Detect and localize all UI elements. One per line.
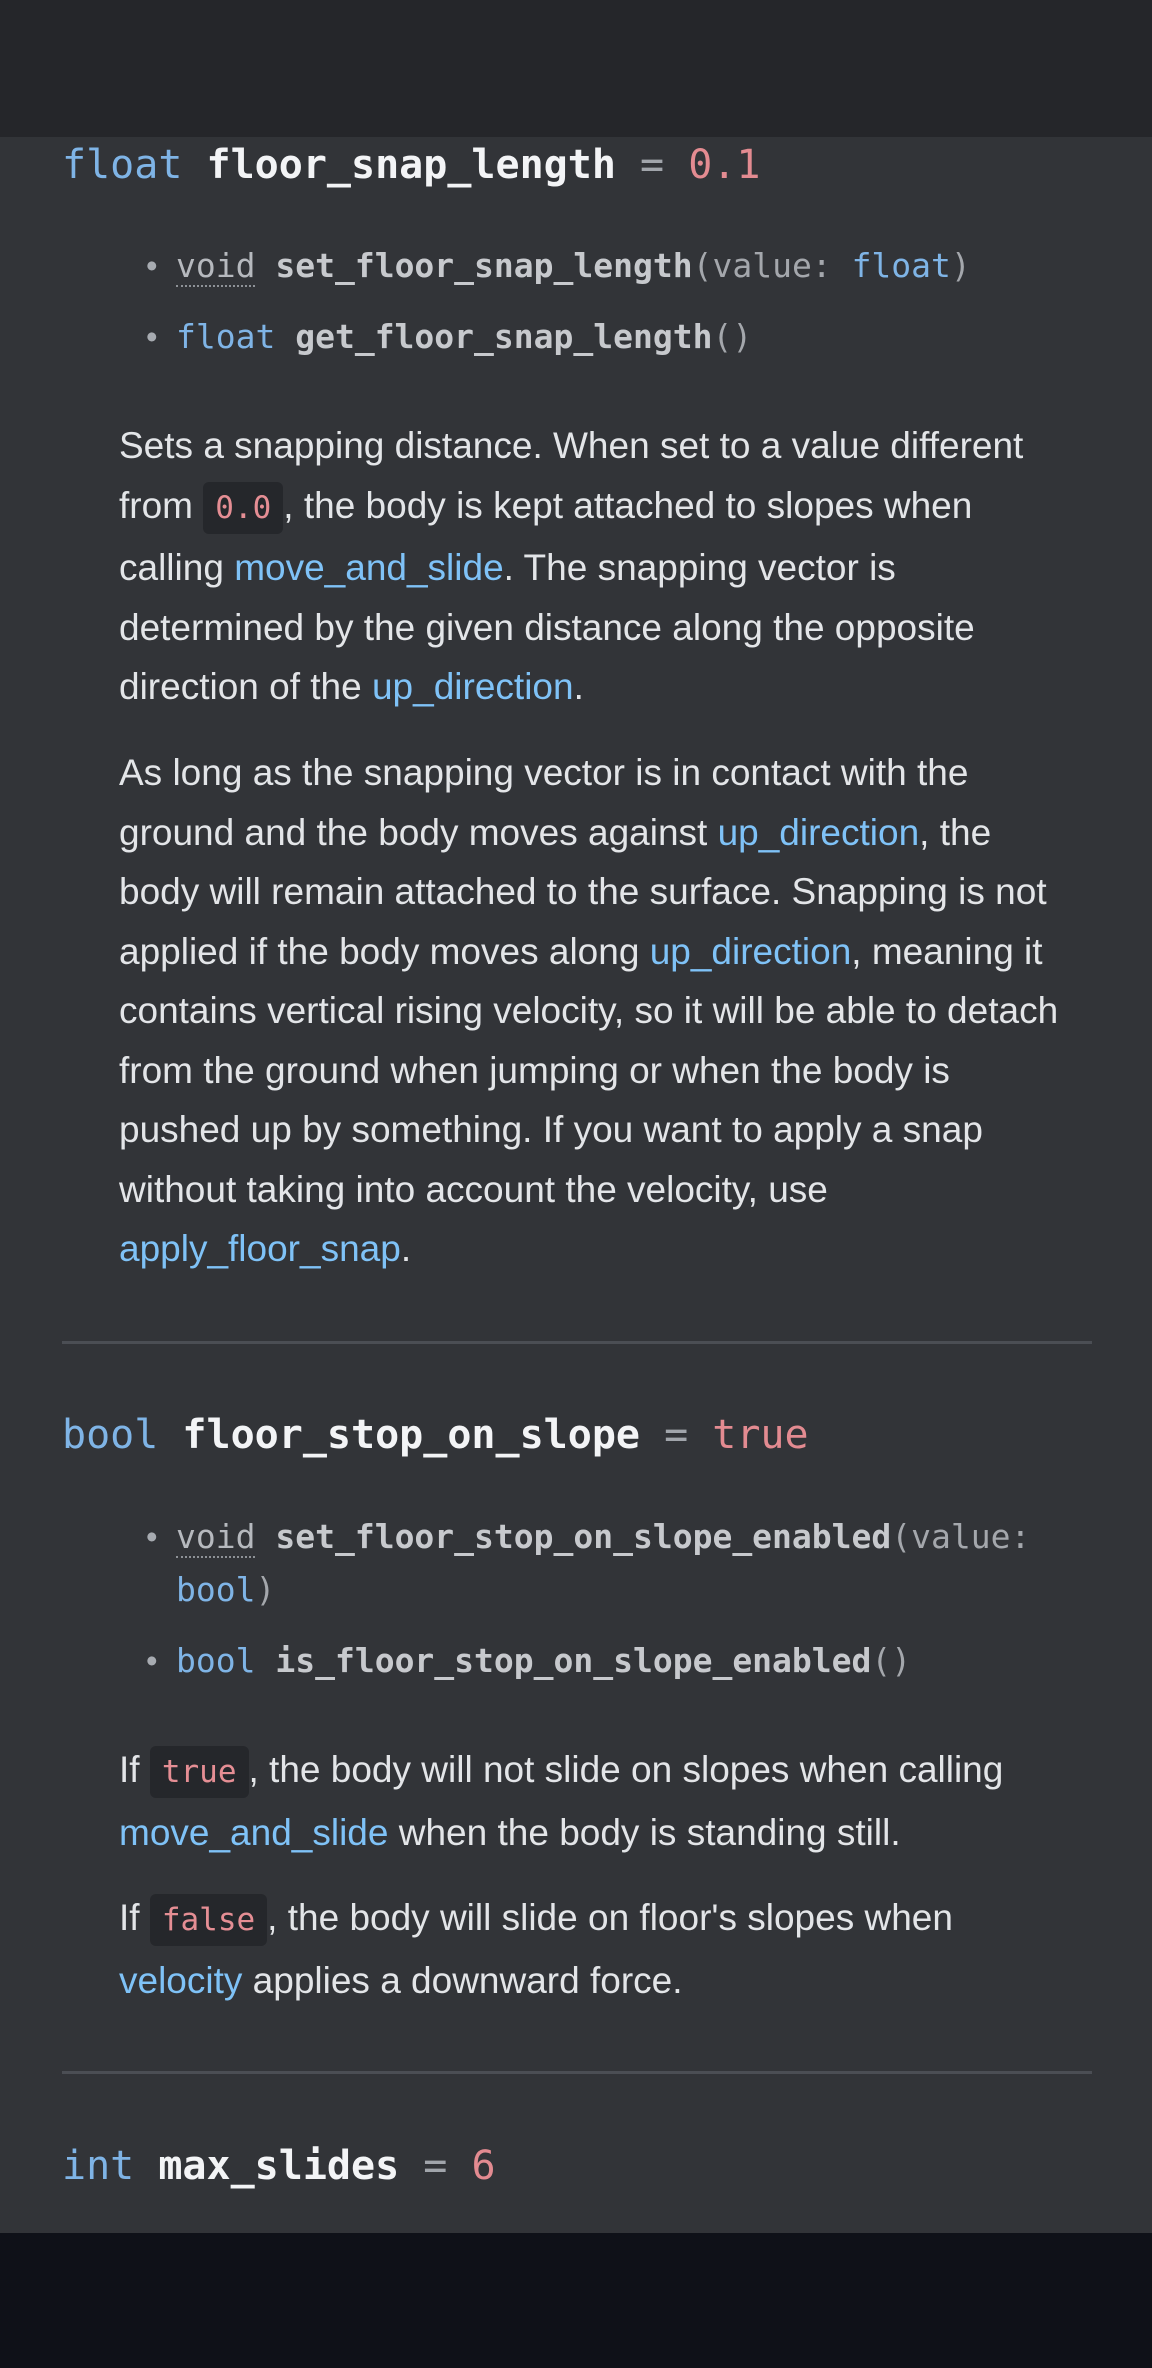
text: , the body will slide on floor's slopes when [267,1897,953,1938]
footer-bar [0,2233,1152,2368]
property-max-slides-signature [62,2139,496,2193]
link-up-direction[interactable]: up_direction [371,666,574,707]
section-divider [62,2071,1092,2074]
default-value: 6 [471,2143,496,2189]
property-name: floor_snap_length [206,142,616,188]
inline-code: true [150,1746,249,1798]
param-name: value: [712,246,832,285]
text: As long as the snapping vector is in contact with the ground and the body moves against [119,752,969,853]
link-move-and-slide[interactable]: move_and_slide [119,1811,389,1853]
text: If [119,1749,150,1790]
section-divider [62,1341,1092,1344]
default-value: true [712,1412,809,1458]
property-floor-snap-length-signature [62,138,760,192]
parens: () [712,317,753,356]
paren-open: ( [692,246,713,285]
link-up-direction[interactable]: up_direction [649,930,852,972]
text: when the body is standing still. [388,1811,901,1853]
return-type[interactable]: float [176,317,276,356]
property-name: floor_stop_on_slope [182,1412,640,1458]
text: . The snapping vector is determined by the given distance along the opposite direction of the [119,547,975,707]
equals-sign: = [664,1412,689,1458]
text: . [573,666,584,707]
text: applies a downward force. [242,1959,683,2001]
return-type: void [176,1517,256,1556]
paren-close: ) [950,246,971,285]
link-apply-floor-snap[interactable]: apply_floor_snap [119,1228,401,1269]
equals-sign: = [423,2143,448,2189]
property-type[interactable]: int [62,2143,135,2189]
return-type: void [176,246,256,285]
description-paragraph [119,1740,1079,1862]
paren-open: ( [891,1517,912,1556]
description-paragraph [119,743,1079,1279]
inline-code: false [150,1894,267,1946]
description-paragraph [119,416,1079,717]
accessor-list [176,1510,1076,1705]
default-value: 0.1 [688,142,761,188]
description-paragraph [119,1888,1079,2010]
setter-method-name: set_floor_stop_on_slope_enabled [275,1517,892,1556]
equals-sign: = [640,142,665,188]
getter-method-name: get_floor_snap_length [295,317,713,356]
text: If [119,1897,150,1938]
return-type[interactable]: bool [176,1641,256,1680]
text: , the body is kept attached to slopes when calling [119,484,973,588]
link-up-direction[interactable]: up_direction [717,811,920,853]
setter-method-name: set_floor_snap_length [275,246,693,285]
paren-close: ) [255,1570,276,1609]
property-name: max_slides [158,2143,400,2189]
property-type[interactable]: bool [62,1412,159,1458]
parens: () [871,1641,912,1680]
top-bar [0,0,1152,137]
setter-item [176,239,1076,292]
text: . [400,1228,412,1269]
accessor-list [176,239,1076,381]
getter-item [176,1634,1076,1687]
text: , meaning it contains vertical rising velocity, so it will be able to detach from the ground when jumping or when the body is pushed up by something. If you want to apply a snap without taking into account the velocity, use [119,930,1059,1210]
setter-item [176,1510,1076,1616]
link-move-and-slide[interactable]: move_and_slide [234,547,504,588]
param-type[interactable]: bool [176,1570,256,1609]
text: , the body will not slide on slopes when calling [248,1749,1004,1790]
text: Sets a snapping distance. When set to a value different from [119,425,1024,526]
link-velocity[interactable]: velocity [119,1959,243,2001]
param-name: value: [911,1517,1031,1556]
property-type[interactable]: float [62,142,183,188]
getter-item [176,310,1076,363]
text: , the body will remain attached to the surface. Snapping is not applied if the body moves along [119,811,1047,972]
param-type[interactable]: float [851,246,951,285]
inline-code: 0.0 [203,482,283,534]
getter-method-name: is_floor_stop_on_slope_enabled [275,1641,872,1680]
property-floor-stop-on-slope-signature [62,1408,809,1462]
